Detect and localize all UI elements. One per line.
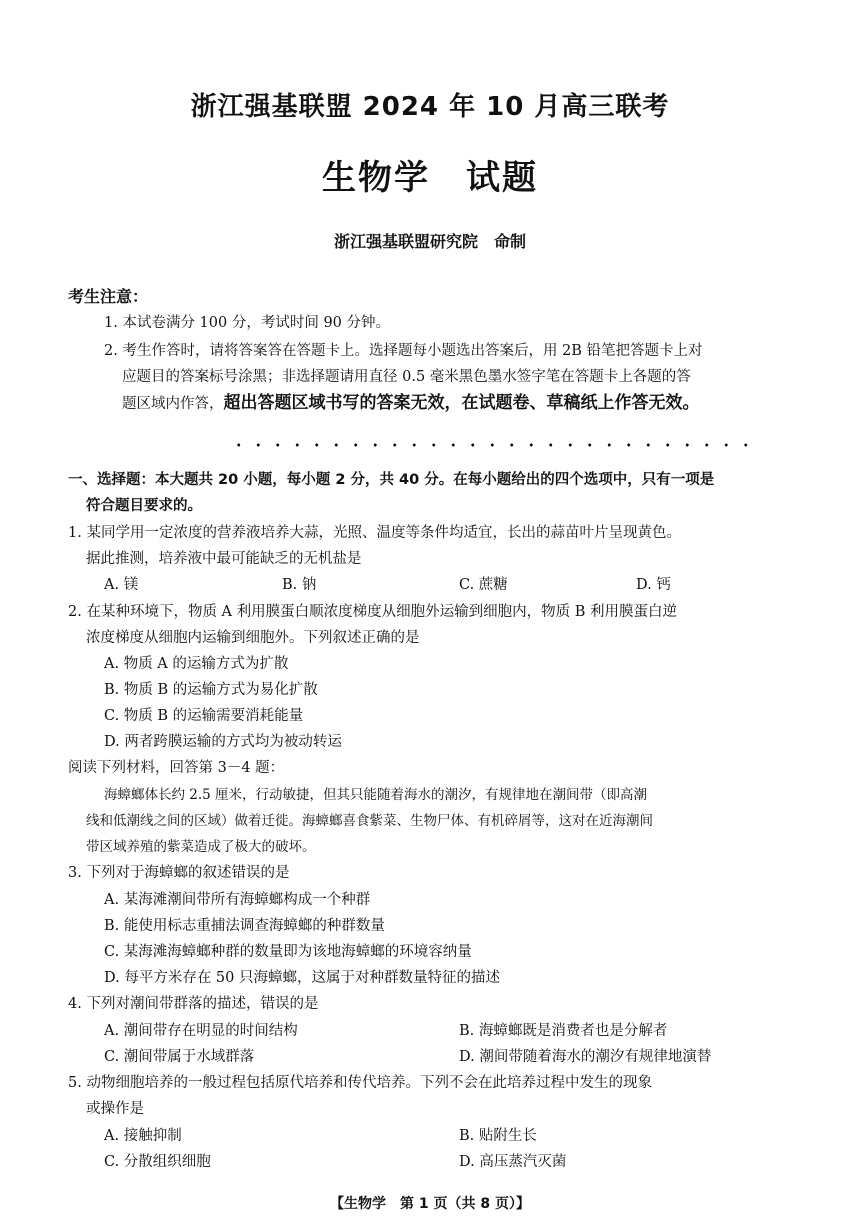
q2-option-a: A. 物质 A 的运输方式为扩散 — [104, 656, 289, 672]
q5-stem-line-1: 5. 动物细胞培养的一般过程包括原代培养和传代培养。下列不会在此培养过程中发生的现象 — [68, 1075, 652, 1091]
material-line-1: 海蟑螂体长约 2.5 厘米，行动敏捷，但其只能随着海水的潮汐，有规律地在潮间带（即高潮 — [104, 787, 648, 803]
q4-stem: 4. 下列对潮间带群落的描述，错误的是 — [68, 996, 319, 1012]
q3-option-b: B. 能使用标志重捕法调查海蟑螂的种群数量 — [104, 918, 385, 934]
subject-title: 生物学 试题 — [322, 158, 538, 198]
notice-heading: 考生注意： — [68, 287, 149, 306]
notice-item-2-line-3 — [122, 393, 700, 414]
notice-emphasis: 超出答题区域书写的答案无效，在试题卷、草稿纸上作答无效。 — [223, 393, 700, 413]
q1-stem-line-2: 据此推测，培养液中最可能缺乏的无机盐是 — [86, 551, 362, 567]
q1-option-b: B. 钠 — [282, 577, 317, 593]
q1-option-c: C. 蔗糖 — [459, 577, 508, 593]
author-line: 浙江强基联盟研究院 命制 — [333, 232, 526, 251]
q5-option-b: B. 贴附生长 — [459, 1128, 537, 1144]
material-intro: 阅读下列材料，回答第 3－4 题： — [68, 760, 285, 776]
q3-option-d: D. 每平方米存在 50 只海蟑螂，这属于对种群数量特征的描述 — [104, 970, 500, 986]
q2-stem-line-1: 2. 在某种环境下，物质 A 利用膜蛋白顺浓度梯度从细胞外运输到细胞内，物质 B 利用膜蛋白逆 — [68, 604, 678, 620]
q1-option-d: D. 钙 — [636, 577, 671, 593]
q5-option-c: C. 分散组织细胞 — [104, 1154, 211, 1170]
q5-option-a: A. 接触抑制 — [104, 1128, 182, 1144]
q3-option-c: C. 某海滩海蟑螂种群的数量即为该地海蟑螂的环境容纳量 — [104, 944, 472, 960]
q5-stem-line-2: 或操作是 — [86, 1101, 144, 1117]
q4-option-b: B. 海蟑螂既是消费者也是分解者 — [459, 1023, 668, 1039]
q2-option-b: B. 物质 B 的运输方式为易化扩散 — [104, 682, 318, 698]
q2-option-c: C. 物质 B 的运输需要消耗能量 — [104, 708, 304, 724]
q1-stem-line-1: 1. 某同学用一定浓度的营养液培养大蒜，光照、温度等条件均适宜，长出的蒜苗叶片呈现黄色。 — [68, 525, 681, 541]
q3-option-a: A. 某海滩潮间带所有海蟑螂构成一个种群 — [104, 892, 371, 908]
section-heading-line-2: 符合题目要求的。 — [86, 498, 202, 514]
q2-stem-line-2: 浓度梯度从细胞内运输到细胞外。下列叙述正确的是 — [86, 630, 420, 646]
material-line-3: 带区域养殖的紫菜造成了极大的破坏。 — [86, 839, 316, 855]
q4-option-d: D. 潮间带随着海水的潮汐有规律地演替 — [459, 1049, 712, 1065]
q2-option-d: D. 两者跨膜运输的方式均为被动转运 — [104, 734, 342, 750]
q3-stem: 3. 下列对于海蟑螂的叙述错误的是 — [68, 865, 290, 881]
q4-option-a: A. 潮间带存在明显的时间结构 — [104, 1023, 298, 1039]
section-heading-line-1: 一、选择题：本大题共 20 小题，每小题 2 分，共 40 分。在每小题给出的四个选项中，只有一项是 — [68, 472, 715, 488]
emphasis-dots — [229, 443, 757, 447]
page-footer: 【生物学 第 1 页（共 8 页）】 — [330, 1196, 530, 1212]
notice-item-2-line-2: 应题目的答案标号涂黑；非选择题请用直径 0.5 毫米黑色墨水签字笔在答题卡上各题的答 — [122, 369, 691, 385]
exam-title: 浙江强基联盟 2024 年 10 月高三联考 — [190, 92, 670, 122]
q4-option-c: C. 潮间带属于水域群落 — [104, 1049, 255, 1065]
q1-option-a: A. 镁 — [104, 577, 139, 593]
notice-item-2-line-1: 2. 考生作答时，请将答案答在答题卡上。选择题每小题选出答案后，用 2B 铅笔把答题卡上对 — [104, 343, 703, 359]
notice-item-2-text: 题区域内作答， — [122, 396, 224, 412]
material-line-2: 线和低潮线之间的区域）做着迁徙。海蟑螂喜食紫菜、生物尸体、有机碎屑等，这对在近海潮间 — [86, 813, 653, 829]
q5-option-d: D. 高压蒸汽灭菌 — [459, 1154, 567, 1170]
notice-item-1: 1. 本试卷满分 100 分，考试时间 90 分钟。 — [104, 315, 391, 331]
